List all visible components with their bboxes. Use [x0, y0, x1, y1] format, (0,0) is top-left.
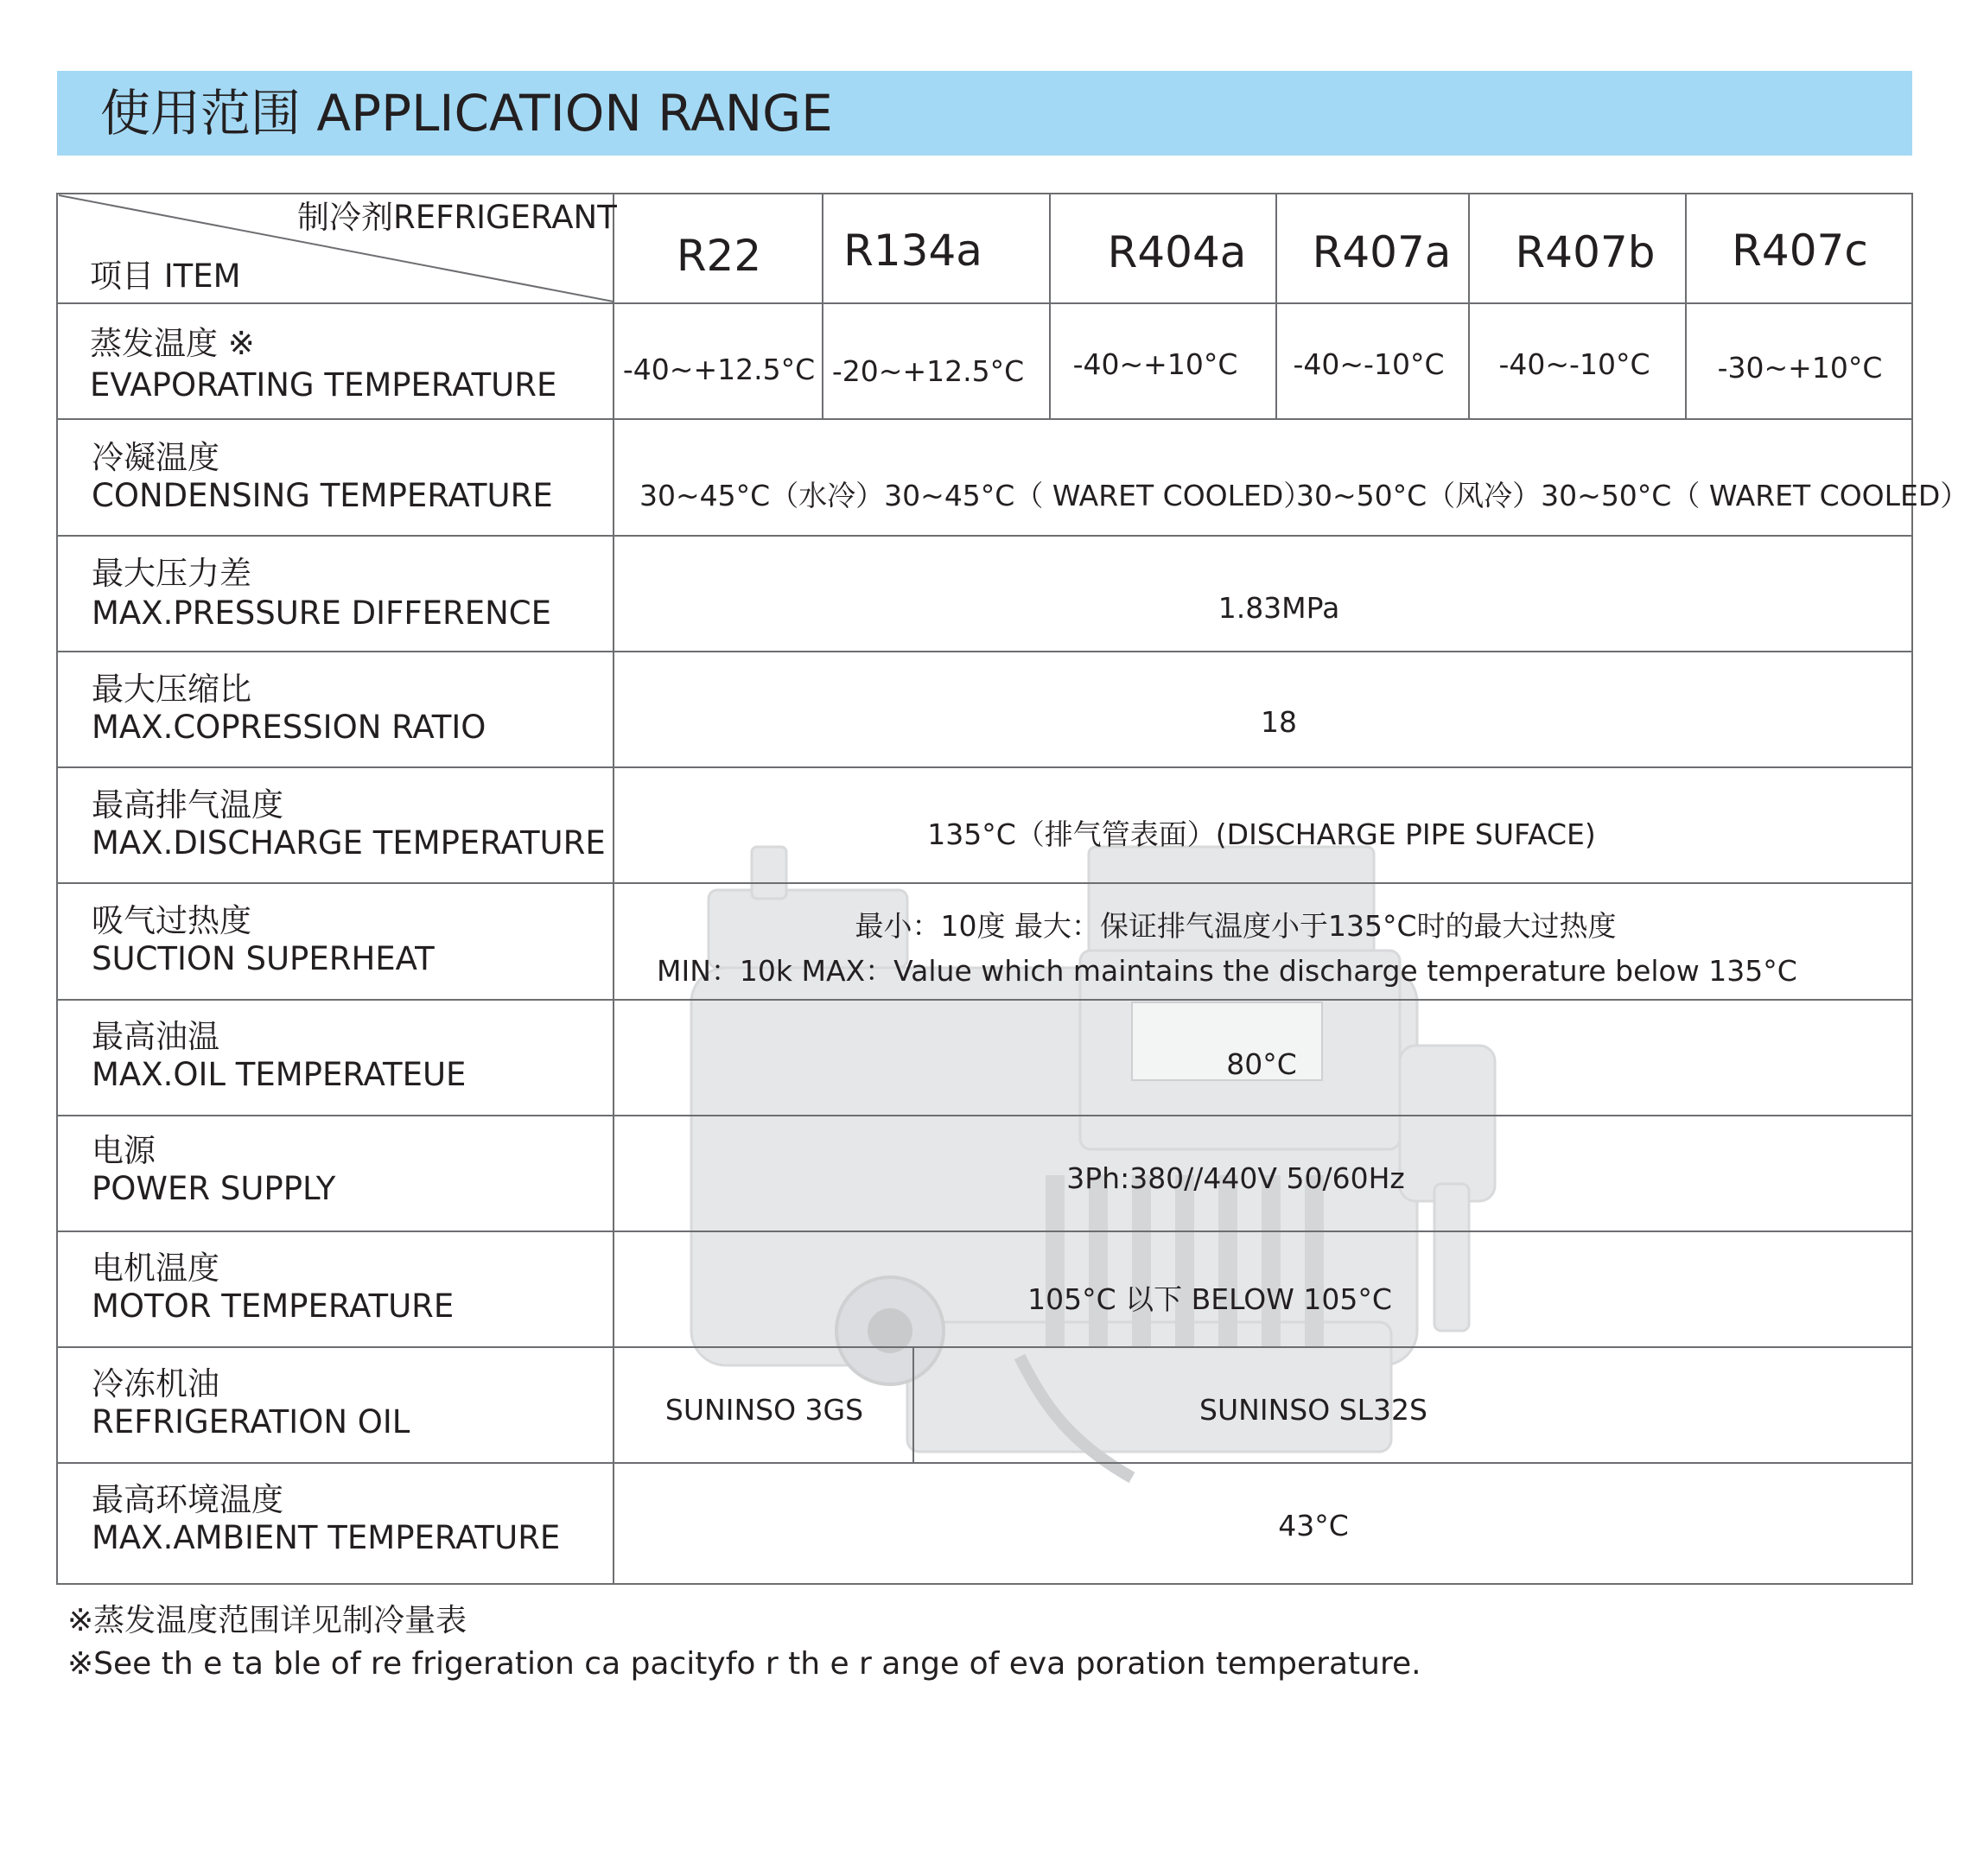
- row-label-cn: 电源: [92, 1132, 156, 1169]
- row-label-cn: 电机温度: [92, 1250, 219, 1287]
- max-compression-ratio-value: 18: [1261, 705, 1297, 739]
- row-label-en: REFRIGERATION OIL: [92, 1403, 410, 1440]
- row-label-cn: 冷凝温度: [92, 439, 219, 476]
- row-label-cn: 冷冻机油: [92, 1365, 219, 1402]
- refrigerant-header-label: 制冷剂REFRIGERANT: [297, 199, 617, 236]
- suction-superheat-line1: 最小：10度 最大：保证排气温度小于135°C时的最大过热度: [855, 909, 1617, 943]
- row-label-en: MAX.OIL TEMPERATEUE: [92, 1056, 467, 1093]
- row-label-en: CONDENSING TEMPERATURE: [92, 477, 553, 514]
- max-discharge-temp-value: 135°C（排气管表面）(DISCHARGE PIPE SUFACE): [927, 817, 1596, 851]
- refrigeration-oil-3gs: SUNINSO 3GS: [664, 1393, 864, 1427]
- refrigerant-r134a: R134a: [843, 226, 982, 276]
- evap-temp-r407a: -40~-10°C: [1293, 347, 1445, 381]
- suction-superheat-line2: MIN：10k MAX：Value which maintains the discharge temperature below 135°C: [657, 954, 1797, 988]
- condensing-water-cooled: 30~45°C（水冷）30~45°C（ WARET COOLED）: [639, 479, 1313, 512]
- evap-temp-r134a: -20~+12.5°C: [831, 354, 1025, 388]
- refrigerant-r407b: R407b: [1515, 227, 1656, 277]
- row-label-en: MAX.AMBIENT TEMPERATURE: [92, 1519, 561, 1556]
- row-label-cn: 最大压缩比: [92, 671, 251, 708]
- section-title: 使用范围 APPLICATION RANGE: [100, 84, 833, 143]
- row-label-en: MAX.COPRESSION RATIO: [92, 709, 486, 746]
- max-oil-temp-value: 80°C: [1226, 1047, 1297, 1081]
- footnote-cn: ※蒸发温度范围详见制冷量表: [67, 1603, 467, 1638]
- row-label-en: POWER SUPPLY: [92, 1170, 336, 1207]
- evap-temp-r407b: -40~-10°C: [1498, 347, 1650, 381]
- row-label-cn: 最高油温: [92, 1018, 219, 1055]
- row-label-en: EVAPORATING TEMPERATURE: [90, 366, 557, 404]
- row-label-en: MOTOR TEMPERATURE: [92, 1288, 455, 1325]
- row-label-cn: 最大压力差: [92, 555, 251, 592]
- refrigerant-r22: R22: [676, 231, 762, 281]
- refrigeration-oil-sl32s: SUNINSO SL32S: [1199, 1393, 1427, 1427]
- row-label-cn: 最高排气温度: [92, 786, 283, 824]
- refrigerant-r407a: R407a: [1312, 227, 1452, 277]
- row-label-cn: 蒸发温度 ※: [90, 325, 255, 362]
- refrigerant-r404a: R404a: [1107, 227, 1247, 277]
- evap-temp-r407c: -30~+10°C: [1717, 351, 1883, 385]
- row-label-en: MAX.PRESSURE DIFFERENCE: [92, 595, 551, 632]
- power-supply-value: 3Ph:380//440V 50/60Hz: [1066, 1161, 1405, 1195]
- max-ambient-temp-value: 43°C: [1278, 1509, 1349, 1542]
- row-label-en: MAX.DISCHARGE TEMPERATURE: [92, 824, 606, 862]
- evap-temp-r404a: -40~+10°C: [1072, 347, 1238, 381]
- item-header-label: 项目 ITEM: [90, 258, 241, 295]
- row-label-cn: 吸气过热度: [92, 902, 251, 939]
- condensing-air-cooled: 30~50°C（风冷）30~50°C（ WARET COOLED）: [1296, 479, 1969, 512]
- row-label-en: SUCTION SUPERHEAT: [92, 940, 435, 977]
- row-label-cn: 最高环境温度: [92, 1481, 283, 1518]
- refrigerant-r407c: R407c: [1732, 226, 1868, 276]
- motor-temp-value: 105°C 以下 BELOW 105°C: [1027, 1282, 1392, 1316]
- max-pressure-difference-value: 1.83MPa: [1218, 591, 1340, 625]
- evap-temp-r22: -40~+12.5°C: [622, 353, 816, 386]
- footnote-en: ※See th e ta ble of re frigeration ca pacityfo r th e r ange of eva poration temperature.: [67, 1646, 1421, 1682]
